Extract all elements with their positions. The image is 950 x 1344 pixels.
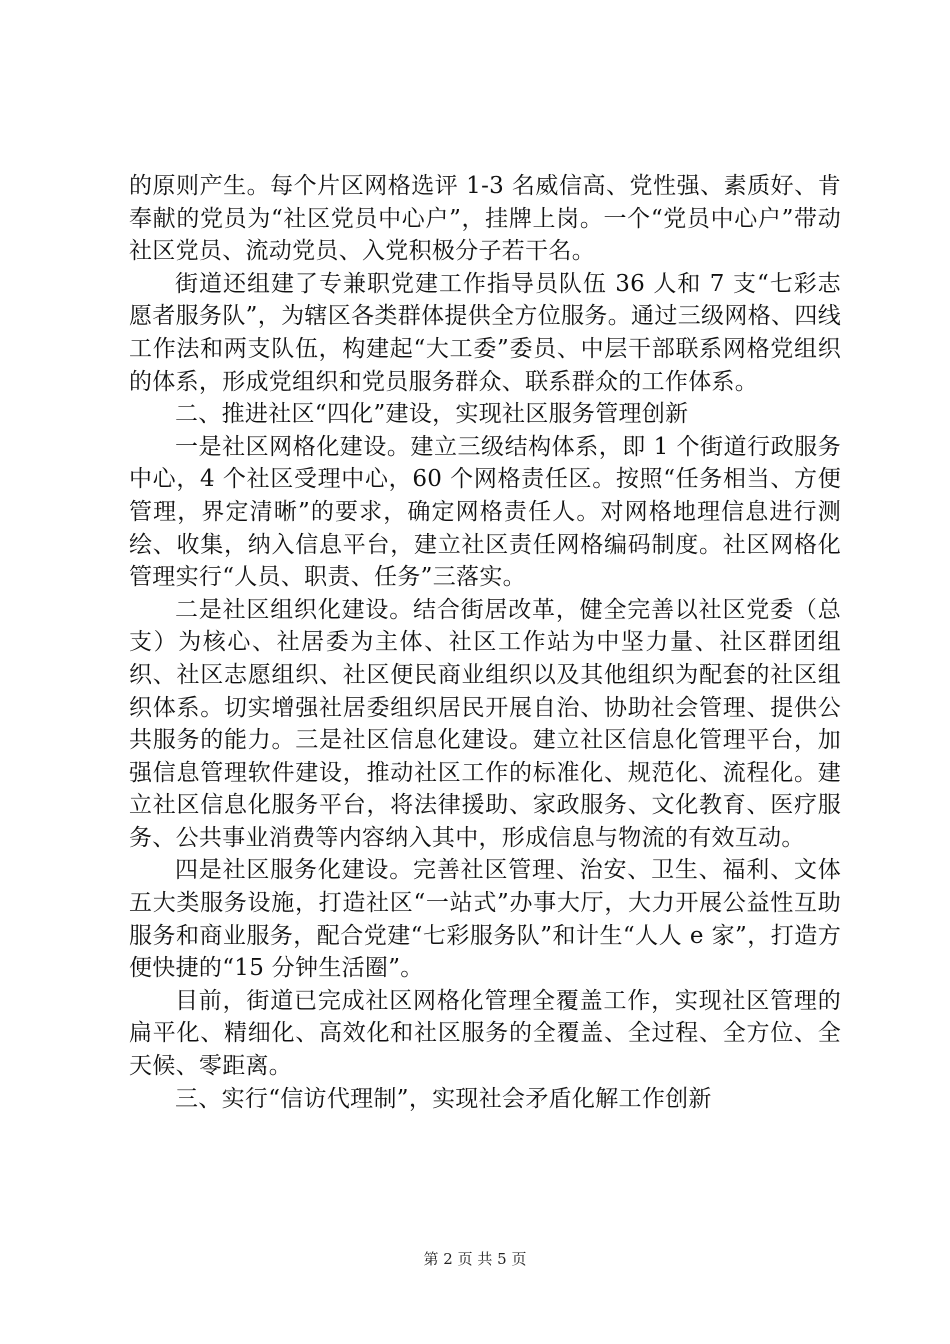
section-heading-two: 二、推进社区“四化”建设，实现社区服务管理创新 xyxy=(175,401,689,428)
paragraph-volunteer-teams: 街道还组建了专兼职党建工作指导员队伍 36 人和 7 支“七彩志愿者服务队”，为辖区各类群体提供全方位服务。通过三级网格、四线工作法和两支队伍，构建起“大工委”委员、中层干部联系网格党组织的体系，形成党组织和党员服务群众、联系群众的工作体系。 xyxy=(129,270,841,395)
page-number-footer: 第 2 页 共 5 页 xyxy=(423,1250,527,1268)
section-heading-three: 三、实行“信访代理制”，实现社会矛盾化解工作创新 xyxy=(175,1085,712,1112)
document-body xyxy=(129,170,841,1115)
paragraph-grid-construction: 一是社区网格化建设。建立三级结构体系，即 1 个街道行政服务中心，4 个社区受理中心，60 个网格责任区。按照“任务相当、方便管理，界定清晰”的要求，确定网格责任人。对网格地理信息进行测绘、收集，纳入信息平台，建立社区责任网格编码制度。社区网格化管理实行“人员、职责、任务”三落实。 xyxy=(129,433,841,591)
paragraph-current-status: 目前，街道已完成社区网格化管理全覆盖工作，实现社区管理的扁平化、精细化、高效化和社区服务的全覆盖、全过程、全方位、全天候、零距离。 xyxy=(129,987,841,1080)
paragraph-service-construction: 四是社区服务化建设。完善社区管理、治安、卫生、福利、文体五大类服务设施，打造社区“一站式”办事大厅，大力开展公益性互助服务和商业服务，配合党建“七彩服务队”和计生“人人 e 家”，打造方便快捷的“15 分钟生活圈”。 xyxy=(129,857,841,982)
paragraph-continuation: 的原则产生。每个片区网格选评 1-3 名威信高、党性强、素质好、肯奉献的党员为“社区党员中心户”，挂牌上岗。一个“党员中心户”带动社区党员、流动党员、入党积极分子若干名。 xyxy=(129,173,841,265)
paragraph-organization-construction: 二是社区组织化建设。结合街居改革，健全完善以社区党委（总支）为核心、社居委为主体、社区工作站为中坚力量、社区群团组织、社区志愿组织、社区便民商业组织以及其他组织为配套的社区组织体系。切实增强社居委组织居民开展自治、协助社会管理、提供公共服务的能力。三是社区信息化建设。建立社区信息化管理平台，加强信息管理软件建设，推动社区工作的标准化、规范化、流程化。建立社区信息化服务平台，将法律援助、家政服务、文化教育、医疗服务、公共事业消费等内容纳入其中，形成信息与物流的有效互动。 xyxy=(129,596,841,851)
